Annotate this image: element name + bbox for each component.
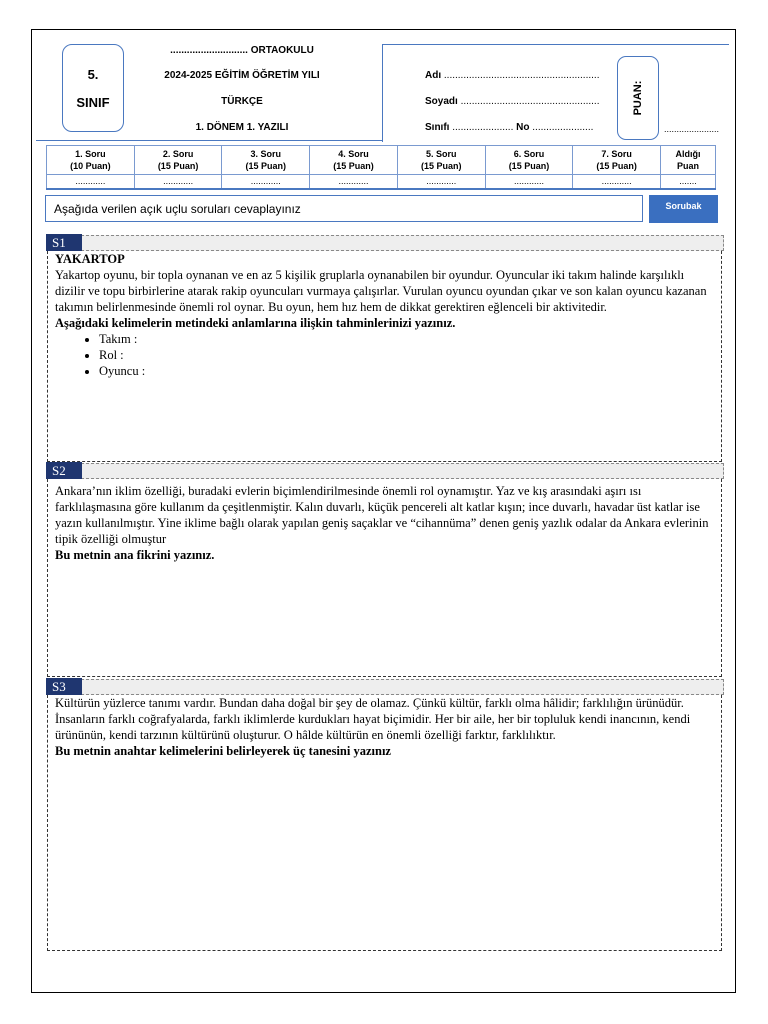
- question-1-label: S1: [46, 234, 82, 251]
- surname-label: Soyadı: [425, 96, 458, 107]
- question-1-body: Yakartop oyunu, bir topla oynanan ve en az 5 kişilik gruplarla oynanabilen bir oyundur. Oyuncular iki takım halinde karşılıklı dizilir ve topu birbirlerine atarak rakip oyuncuları vurmaya çalışırlar. Vurulan oyuncu oyundan çıkar ve son kalan oyuncu kazanan takımın belirlenmesinde önemli rol oynar. Bu oyun, hem hız hem de dikkat gerektiren eğlenceli bir aktivitedir.: [55, 268, 707, 314]
- name-label: Adı: [425, 70, 442, 81]
- list-item: • Oyuncu :: [99, 363, 715, 379]
- question-2-body: Ankara’nın iklim özelliği, buradaki evlerin biçimlendirilmesinde önemli rol oynamıştır. Yaz ve kış arasındaki aşırı ısı farklılaşmasına göre kullanım da çeşitlenmiştir. Kalın duvarlı, küçük pencereli alt katlar kışın; ince duvarlı, havadar üst katlar ise yazın kullanılmıştır. Yine iklime bağlı olarak yapılan geniş saçaklar ve “cihannüma” denen geniş yazlık odalar da Ankara evlerinin tipik özelliği olmuştur: [55, 484, 709, 546]
- question-1-word-list: [55, 331, 715, 379]
- question-2-label: S2: [46, 462, 82, 479]
- question-3-body: Kültürün yüzlerce tanımı vardır. Bundan daha doğal bir şey de olamaz. Çünkü kültür, farklı olma hâlidir; farklılığın ürünüdür. İnsanların farklı coğrafyalarda, farklı iklimlerde kurdukları hayat biçimidir. Her bir aile, her bir topluluk kendi inancının, kendi ürününün, kendi tarzının kültürünü oluşturur. O hâlde kültürün en önemli özelliği farktır, farklılıktır.: [55, 696, 691, 742]
- score-col-header: 6. Soru (15 Puan): [485, 146, 573, 175]
- class-dots: ......................: [449, 122, 517, 133]
- score-col-header: 4. Soru (15 Puan): [310, 146, 398, 175]
- question-1-prompt: Aşağıdaki kelimelerin metindeki anlamlarına ilişkin tahminlerinizi yazınız.: [55, 316, 456, 330]
- score-col-header: 2. Soru (15 Puan): [134, 146, 222, 175]
- class-no-field[interactable]: [425, 122, 593, 133]
- list-item: • Rol :: [99, 347, 715, 363]
- score-table: [46, 145, 716, 190]
- question-2-content: [55, 483, 715, 563]
- question-1-bar: [46, 235, 724, 251]
- score-dots[interactable]: ......................: [664, 124, 720, 134]
- question-3-prompt: Bu metnin anahtar kelimelerini belirleyerek üç tanesini yazınız: [55, 744, 391, 758]
- score-table-value-row: [47, 175, 716, 190]
- question-3-content: [55, 695, 715, 759]
- no-label: No: [516, 122, 530, 133]
- question-3-label: S3: [46, 678, 82, 695]
- score-cell[interactable]: ............: [485, 175, 573, 190]
- class-label: Sınıfı: [425, 122, 450, 133]
- subject: TÜRKÇE: [221, 96, 263, 107]
- score-cell[interactable]: ............: [397, 175, 485, 190]
- question-1-title: YAKARTOP: [55, 252, 125, 266]
- exam-title: 1. DÖNEM 1. YAZILI: [195, 122, 289, 133]
- academic-year: 2024-2025 EĞİTİM ÖĞRETİM YILI: [164, 70, 320, 81]
- score-cell[interactable]: ............: [310, 175, 398, 190]
- question-1-content: [55, 251, 715, 379]
- grade-number: 5.: [87, 67, 99, 82]
- score-cell[interactable]: .......: [661, 175, 716, 190]
- score-table-header-row: [47, 146, 716, 175]
- question-2-prompt: Bu metnin ana fikrini yazınız.: [55, 548, 215, 562]
- score-label: PUAN:: [632, 80, 644, 116]
- score-col-header: 1. Soru (10 Puan): [47, 146, 135, 175]
- no-dots: ......................: [529, 122, 594, 133]
- instructions-bar: Aşağıda verilen açık uçlu soruları cevaplayınız: [45, 195, 643, 222]
- school-name: ............................ ORTAOKULU: [170, 45, 314, 56]
- surname-field[interactable]: [425, 96, 600, 107]
- score-col-header: 7. Soru (15 Puan): [573, 146, 661, 175]
- score-box: [617, 56, 659, 140]
- score-cell[interactable]: ............: [47, 175, 135, 190]
- header-divider: [36, 140, 383, 141]
- sorubak-button[interactable]: Sorubak: [649, 195, 718, 223]
- score-col-header: 5. Soru (15 Puan): [397, 146, 485, 175]
- surname-dots: ..................................................: [457, 96, 600, 107]
- score-table-bottom: [47, 189, 716, 190]
- name-field[interactable]: [425, 70, 599, 81]
- grade-label: SINIF: [76, 95, 110, 110]
- list-item: • Takım :: [99, 331, 715, 347]
- score-cell[interactable]: ............: [134, 175, 222, 190]
- question-3-bar: [46, 679, 724, 695]
- score-cell[interactable]: ............: [573, 175, 661, 190]
- score-col-header: Aldığı Puan: [661, 146, 716, 175]
- score-col-header: 3. Soru (15 Puan): [222, 146, 310, 175]
- question-2-bar: [46, 463, 724, 479]
- name-dots: ........................................................: [441, 70, 600, 81]
- grade-box: [62, 44, 124, 132]
- score-cell[interactable]: ............: [222, 175, 310, 190]
